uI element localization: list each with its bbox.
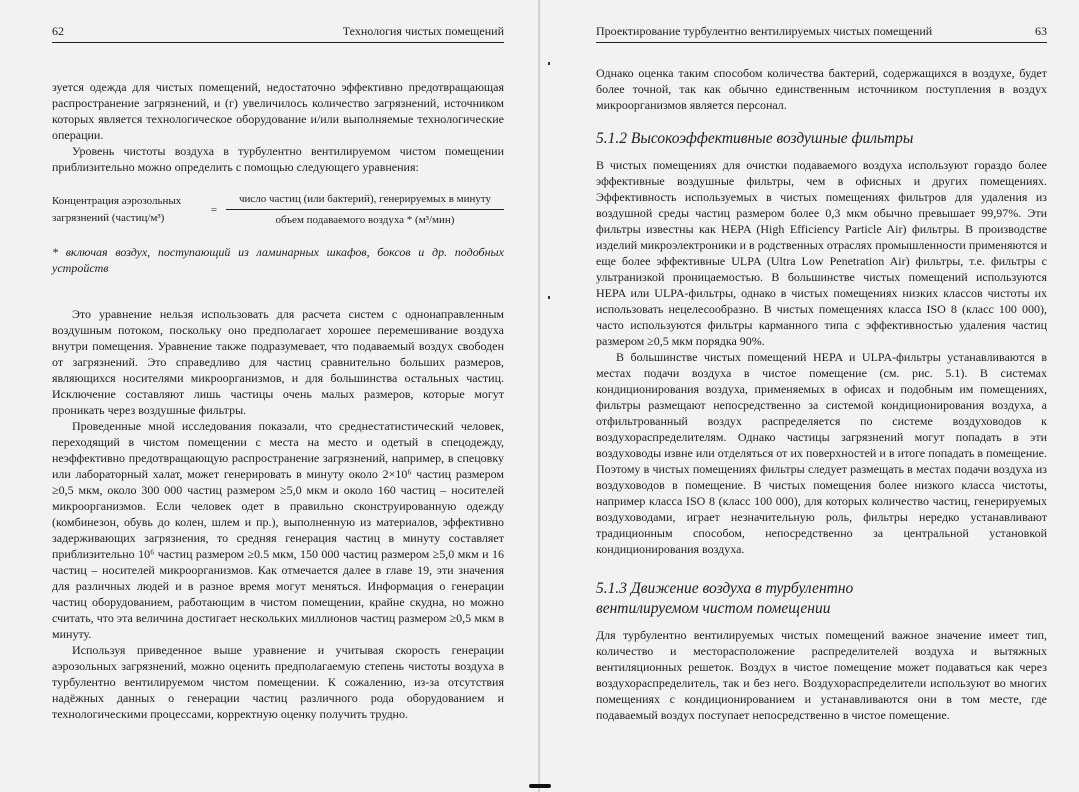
right-paragraph-1: Однако оценка таким способом количества бактерий, содержащихся в воздухе, будет более точной, так как обычно единственным источником поступления в воздух микроорганизмов является персонал.: [596, 66, 1047, 112]
left-paragraph-1: зуется одежда для чистых помещений, недостаточно эффективно предотвращающая распространение загрязнений, и (г) увеличилось количество загрязнений, источником которых является технологическое оборудование и/или выполняемые технологические операции.: [52, 80, 504, 142]
right-running-head: [596, 24, 1047, 43]
concentration-formula: [52, 191, 504, 228]
right-paragraph-2: В чистых помещениях для очистки подаваемого воздуха используют гораздо более эффективные воздушные фильтры, чем в офисных и других помещениях. Эффективность используемых в чистых помещениях фильтров для удаления из воздушной среды частиц размером более 0,3 мкм обычно превышает 99,97%. Эти фильтры известны как HEPA (High Efficiency Particle Air) фильтры. В производстве изделий микроэлектроники и в родственных отраслях промышленности применяются и еще более эффективные ULPA (Ultra Low Penetration Air) фильтры, т.е. фильтры с ультранизкой проницаемостью. В большинстве чистых помещений используются HEPA или ULPA-фильтры, однако в чистых помещениях низких классов чистоты их использовать нецелесообразно. В чистых помещениях класса ISO 8 (класс 100 000), часто используются фильтры карманного типа с эффективностью удаления частиц размером ≥0,5 мкм порядка 90%.: [596, 158, 1047, 348]
right-body: [596, 65, 1047, 723]
left-page-number: 62: [52, 24, 64, 38]
section-heading-5-1-2: 5.1.2 Высокоэффективные воздушные фильтры: [596, 130, 914, 147]
right-page-number: 63: [1035, 24, 1047, 38]
formula-lhs-line-2: загрязнений (частиц/м³): [52, 211, 165, 224]
left-body: [52, 79, 504, 722]
formula-footnote: * включая воздух, поступающий из ламинарных шкафов, боксов и др. подобных устройств: [52, 245, 504, 275]
left-paragraph-4: Проведенные мной исследования показали, что среднестатистический человек, переходящий в чистом помещении с места на место и одетый в спецодежду, неэффективно предотвращающую распространение загрязнений, например, в спецовку или лабораторный халат, может генерировать в минуту около 2×10⁶ частиц размером ≥0,5 мкм, около 300 000 частиц размером ≥5,0 мкм и около 160 частиц – носителей микроорганизмов. Если человек одет в правильно сконструированную одежду (комбинезон, обувь до колен, шлем и пр.), выполненную из материалов, эффективно задерживающих загрязнения, то средняя генерация частиц в минуту составляет приблизительно 10⁶ частиц размером ≥0.5 мкм, 150 000 частиц размером ≥5,0 мкм и 16 частиц – носителей микроорганизмов. Как отмечается далее в главе 19, эти значения для различных людей и в разное время могут меняться. Информация о генерации частиц оборудованием, работающим в чистом помещении, крайне скудна, но можно считать, что эта величина достигает нескольких миллионов частиц размером ≥0,5 мкм в минуту.: [52, 419, 504, 641]
formula-lhs: [52, 193, 202, 227]
left-paragraph-3: Это уравнение нельзя использовать для расчета систем с однонаправленным воздушным потоком, поскольку оно предполагает хорошее перемешивание воздуха внутри помещения. Уравнение также подразумевает, что подаваемый воздух свободен от загрязнений. Это справедливо для частиц сравнительно больших размеров, являющихся носителями микроорганизмов, и для большинства остальных частиц. Исключение составляют лишь частицы очень малых размеров, которые могут проникать через воздушные фильтры.: [52, 307, 504, 417]
formula-fraction: [226, 191, 504, 228]
formula-lhs-line-1: Концентрация аэрозольных: [52, 194, 182, 207]
right-page: [540, 0, 1079, 792]
section-heading-5-1-3-line-1: 5.1.3 Движение воздуха в турбулентно: [596, 580, 854, 597]
left-paragraph-5: Используя приведенное выше уравнение и учитывая скорость генерации аэрозольных загрязнений, можно оценить предполагаемую степень чистоты воздуха в турбулентно вентилируемом чистом помещении. К сожалению, из-за отсутствия надёжных данных о генерации частиц различного рода оборудованием и технологическими процессами, корректную оценку получить трудно.: [52, 643, 504, 721]
section-heading-5-1-3-line-2: вентилируемом чистом помещении: [596, 600, 831, 617]
section-heading-5-1-3: [596, 579, 1047, 619]
right-paragraph-3: В большинстве чистых помещений HEPA и ULPA-фильтры устанавливаются в местах подачи воздуха в чистое помещение (см. рис. 5.1). В системах кондиционирования воздуха, применяемых в офисах и подобным им помещениях, фильтры размещают непосредственно за системой кондиционирования воздуха, а отфильтрованный воздух распределяется по системе воздуховодов к воздухораспределителям. Однако частицы загрязнений могут попадать в эти воздуховоды извне или отделяться от их поверхностей и в итоге попадать в помещение. Поэтому в чистых помещениях фильтры следует размещать в местах подачи воздуха из воздуховодов в помещение. В чистых помещения более низкого класса чистоты, например класса ISO 8 (класс 100 000), для которых количество частиц, генерируемых воздуховодами, играет незначительную роль, фильтры нередко устанавливают традиционным способом, непосредственно за центральной установкой кондиционирования воздуха.: [596, 350, 1047, 556]
left-running-title: Технология чистых помещений: [342, 24, 504, 38]
scan-mark: [548, 296, 550, 299]
scan-mark-bottom: [529, 784, 551, 788]
left-running-head: [52, 24, 504, 43]
formula-equals: =: [210, 203, 218, 216]
left-paragraph-2: Уровень чистоты воздуха в турбулентно вентилируемом чистом помещении приблизительно можно определить с помощью следующего уравнения:: [52, 144, 504, 174]
formula-denominator: объем подаваемого воздуха * (м³/мин): [275, 214, 455, 226]
scan-mark: [548, 62, 550, 65]
right-running-title: Проектирование турбулентно вентилируемых чистых помещений: [596, 24, 933, 38]
formula-numerator: число частиц (или бактерий), генерируемых в минуту: [226, 191, 504, 210]
right-paragraph-4: Для турбулентно вентилируемых чистых помещений важное значение имеет тип, количество и месторасположение распределителей воздуха и вытяжных вентиляционных решеток. Воздух в чистое помещение может подаваться как через воздухораспределитель, так и без него. Воздухораспределители используют во многих помещениях с кондиционированием и устанавливаются они в том месте, где подаваемый воздух поступает непосредственно в чистое помещение.: [596, 628, 1047, 722]
